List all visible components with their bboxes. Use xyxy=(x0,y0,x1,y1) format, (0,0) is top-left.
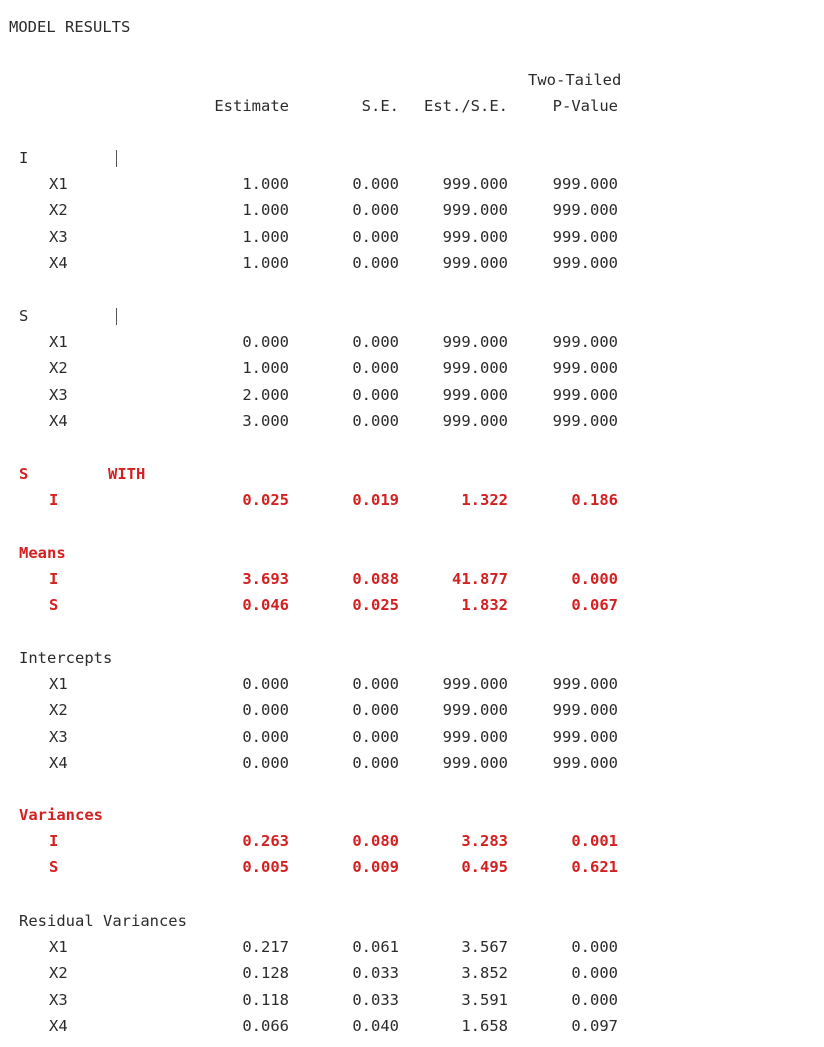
row-standard-error: 0.033 xyxy=(352,964,399,982)
row-est-se-ratio: 999.000 xyxy=(442,333,508,351)
row-estimate: 0.217 xyxy=(242,938,289,956)
row-parameter: X3 xyxy=(49,228,68,246)
row-est-se-ratio: 3.567 xyxy=(461,938,508,956)
row-standard-error: 0.000 xyxy=(352,754,399,772)
row-est-se-ratio: 41.877 xyxy=(452,570,508,588)
row-estimate: 1.000 xyxy=(242,201,289,219)
row-estimate: 3.693 xyxy=(242,570,289,588)
row-parameter: X2 xyxy=(49,359,68,377)
row-est-se-ratio: 3.852 xyxy=(461,964,508,982)
row-parameter: S xyxy=(49,596,59,614)
row-standard-error: 0.000 xyxy=(352,701,399,719)
row-estimate: 0.000 xyxy=(242,754,289,772)
row-standard-error: 0.000 xyxy=(352,728,399,746)
row-parameter: X4 xyxy=(49,412,68,430)
row-est-se-ratio: 999.000 xyxy=(442,412,508,430)
row-estimate: 0.046 xyxy=(242,596,289,614)
row-est-se-ratio: 999.000 xyxy=(442,228,508,246)
row-est-se-ratio: 999.000 xyxy=(442,701,508,719)
row-p-value: 999.000 xyxy=(552,701,618,719)
row-standard-error: 0.080 xyxy=(352,832,399,850)
row-estimate: 1.000 xyxy=(242,359,289,377)
row-p-value: 0.186 xyxy=(571,491,618,509)
row-estimate: 0.025 xyxy=(242,491,289,509)
row-p-value: 999.000 xyxy=(552,228,618,246)
row-estimate: 0.000 xyxy=(242,701,289,719)
row-parameter: I xyxy=(49,832,59,850)
header-p-value: P-Value xyxy=(552,97,618,115)
row-standard-error: 0.000 xyxy=(352,228,399,246)
row-p-value: 999.000 xyxy=(552,201,618,219)
row-p-value: 0.621 xyxy=(571,858,618,876)
row-p-value: 999.000 xyxy=(552,675,618,693)
section-label: I xyxy=(19,149,29,167)
row-standard-error: 0.000 xyxy=(352,201,399,219)
header-estimate: Estimate xyxy=(214,97,289,115)
row-estimate: 1.000 xyxy=(242,254,289,272)
row-standard-error: 0.000 xyxy=(352,386,399,404)
row-standard-error: 0.000 xyxy=(352,359,399,377)
row-parameter: X2 xyxy=(49,701,68,719)
row-parameter: S xyxy=(49,858,59,876)
section-label: Means xyxy=(19,544,66,562)
row-standard-error: 0.000 xyxy=(352,254,399,272)
row-parameter: X2 xyxy=(49,964,68,982)
row-estimate: 1.000 xyxy=(242,228,289,246)
row-est-se-ratio: 1.322 xyxy=(461,491,508,509)
row-est-se-ratio: 3.591 xyxy=(461,991,508,1009)
row-p-value: 999.000 xyxy=(552,333,618,351)
section-label: Intercepts xyxy=(19,649,113,667)
header-two-tailed: Two-Tailed xyxy=(528,71,622,89)
row-estimate: 0.000 xyxy=(242,728,289,746)
row-standard-error: 0.000 xyxy=(352,412,399,430)
row-estimate: 3.000 xyxy=(242,412,289,430)
row-parameter: X4 xyxy=(49,254,68,272)
row-parameter: X1 xyxy=(49,675,68,693)
row-p-value: 999.000 xyxy=(552,754,618,772)
row-estimate: 0.005 xyxy=(242,858,289,876)
row-standard-error: 0.040 xyxy=(352,1017,399,1035)
header-est-se: Est./S.E. xyxy=(424,97,508,115)
row-p-value: 999.000 xyxy=(552,386,618,404)
section-divider-icon xyxy=(116,308,117,325)
page-title: MODEL RESULTS xyxy=(9,18,131,36)
section-keyword: WITH xyxy=(108,465,146,483)
row-est-se-ratio: 999.000 xyxy=(442,728,508,746)
row-parameter: X1 xyxy=(49,175,68,193)
row-parameter: X3 xyxy=(49,386,68,404)
row-p-value: 0.000 xyxy=(571,991,618,1009)
section-label: S xyxy=(19,307,29,325)
row-est-se-ratio: 999.000 xyxy=(442,254,508,272)
row-p-value: 999.000 xyxy=(552,728,618,746)
section-label: S xyxy=(19,465,29,483)
row-standard-error: 0.000 xyxy=(352,175,399,193)
row-standard-error: 0.088 xyxy=(352,570,399,588)
row-standard-error: 0.025 xyxy=(352,596,399,614)
row-standard-error: 0.009 xyxy=(352,858,399,876)
row-est-se-ratio: 999.000 xyxy=(442,754,508,772)
section-label: Residual Variances xyxy=(19,912,187,930)
row-parameter: I xyxy=(49,570,59,588)
row-estimate: 0.066 xyxy=(242,1017,289,1035)
row-standard-error: 0.033 xyxy=(352,991,399,1009)
header-se: S.E. xyxy=(361,97,399,115)
row-p-value: 0.001 xyxy=(571,832,618,850)
row-estimate: 0.000 xyxy=(242,333,289,351)
row-parameter: X4 xyxy=(49,754,68,772)
row-estimate: 0.263 xyxy=(242,832,289,850)
row-standard-error: 0.000 xyxy=(352,675,399,693)
row-p-value: 999.000 xyxy=(552,412,618,430)
row-p-value: 0.067 xyxy=(571,596,618,614)
row-est-se-ratio: 0.495 xyxy=(461,858,508,876)
row-parameter: I xyxy=(49,491,59,509)
row-parameter: X3 xyxy=(49,991,68,1009)
row-p-value: 0.000 xyxy=(571,938,618,956)
row-estimate: 0.000 xyxy=(242,675,289,693)
section-label: Variances xyxy=(19,806,103,824)
row-estimate: 0.118 xyxy=(242,991,289,1009)
row-est-se-ratio: 999.000 xyxy=(442,359,508,377)
row-est-se-ratio: 1.832 xyxy=(461,596,508,614)
row-estimate: 1.000 xyxy=(242,175,289,193)
row-p-value: 999.000 xyxy=(552,359,618,377)
row-est-se-ratio: 999.000 xyxy=(442,675,508,693)
row-p-value: 0.000 xyxy=(571,964,618,982)
row-parameter: X4 xyxy=(49,1017,68,1035)
row-standard-error: 0.061 xyxy=(352,938,399,956)
row-est-se-ratio: 999.000 xyxy=(442,201,508,219)
row-p-value: 999.000 xyxy=(552,254,618,272)
row-p-value: 0.000 xyxy=(571,570,618,588)
row-parameter: X1 xyxy=(49,333,68,351)
row-est-se-ratio: 3.283 xyxy=(461,832,508,850)
row-parameter: X2 xyxy=(49,201,68,219)
row-p-value: 0.097 xyxy=(571,1017,618,1035)
row-standard-error: 0.019 xyxy=(352,491,399,509)
row-parameter: X3 xyxy=(49,728,68,746)
row-est-se-ratio: 1.658 xyxy=(461,1017,508,1035)
row-est-se-ratio: 999.000 xyxy=(442,175,508,193)
row-p-value: 999.000 xyxy=(552,175,618,193)
section-divider-icon xyxy=(116,150,117,167)
row-estimate: 2.000 xyxy=(242,386,289,404)
row-estimate: 0.128 xyxy=(242,964,289,982)
row-parameter: X1 xyxy=(49,938,68,956)
row-est-se-ratio: 999.000 xyxy=(442,386,508,404)
row-standard-error: 0.000 xyxy=(352,333,399,351)
